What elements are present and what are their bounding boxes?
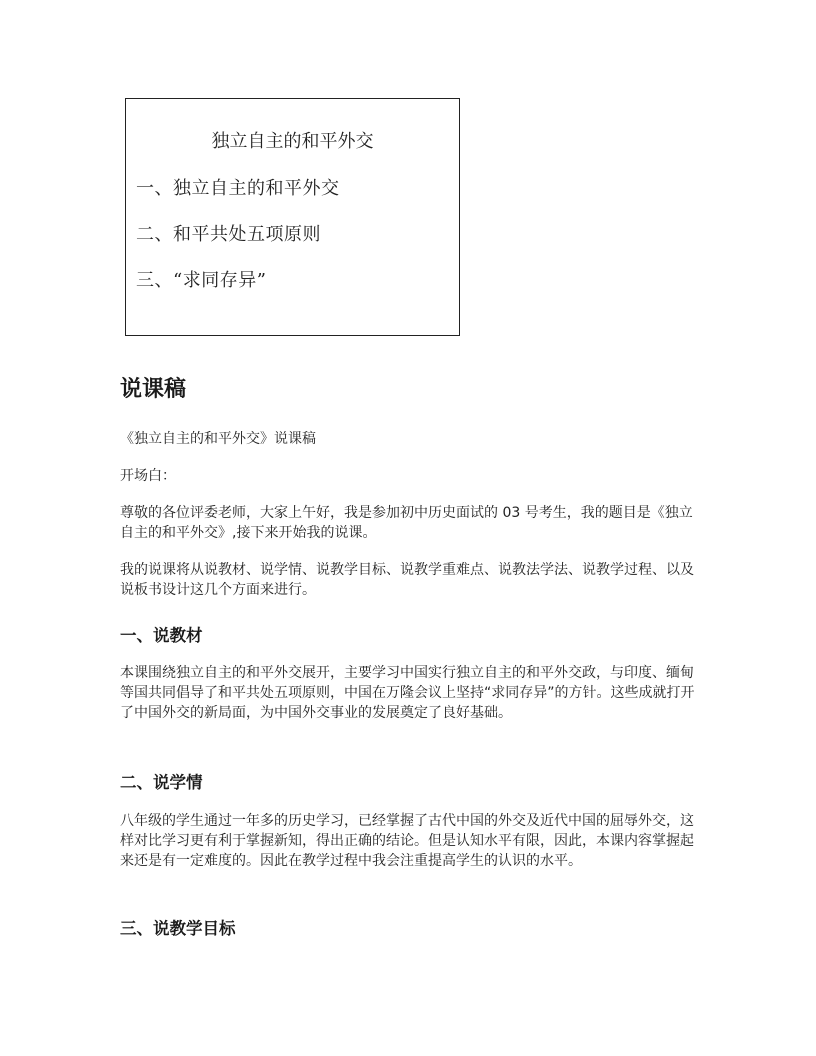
board-item-3: 三、“求同存异” (136, 270, 267, 291)
board-title: 独立自主的和平外交 (211, 131, 374, 152)
plan-paragraph: 我的说课将从说教材、说学情、说教学目标、说教学重难点、说教法学法、说教学过程、以及说板书设计这几个方面来进行。 (120, 562, 694, 598)
opening-label: 开场白： (120, 468, 176, 484)
section-2-paragraph: 八年级的学生通过一年多的历史学习，已经掌握了古代中国的外交及近代中国的屈辱外交，这样对比学习更有利于掌握新知，得出正确的结论。但是认知水平有限，因此，本课内容掌握起来还是有一定难度的。因此在教学过程中我会注重提高学生的认识的水平。 (120, 813, 694, 869)
section-1-paragraph: 本课围绕独立自主的和平外交展开，主要学习中国实行独立自主的和平外交政，与印度、缅甸等国共同倡导了和平共处五项原则，中国在万隆会议上坚持“求同存异”的方针。这些成就打开了中国外交的新局面，为中国外交事业的发展奠定了良好基础。 (120, 665, 695, 721)
board-item-2: 二、和平共处五项原则 (136, 224, 321, 245)
document-heading: 说课稿 (120, 377, 187, 402)
section-3-title: 三、说教学目标 (120, 919, 236, 938)
section-1-title: 一、说教材 (120, 626, 203, 645)
section-2-title: 二、说学情 (120, 773, 203, 792)
board-item-1: 一、独立自主的和平外交 (136, 178, 340, 199)
blackboard-design-box (125, 98, 460, 336)
document-subtitle: 《独立自主的和平外交》说课稿 (120, 431, 316, 447)
opening-paragraph: 尊敬的各位评委老师，大家上午好，我是参加初中历史面试的 03 号考生，我的题目是《独立自主的和平外交》,接下来开始我的说课。 (120, 505, 693, 541)
